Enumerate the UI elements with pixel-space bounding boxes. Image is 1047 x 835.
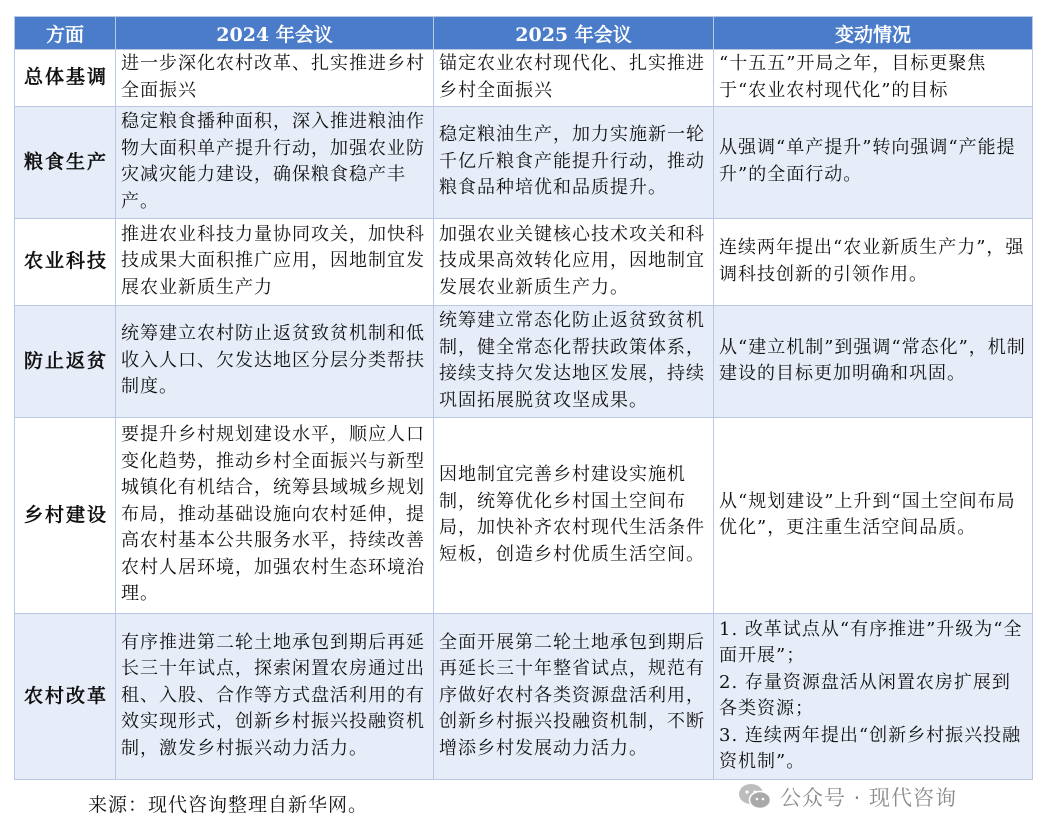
row-aspect: 粮食生产 bbox=[15, 107, 116, 219]
row-change: 从强调“单产提升”转向强调“产能提升”的全面行动。 bbox=[714, 107, 1033, 219]
header-aspect: 方面 bbox=[15, 17, 116, 50]
row-aspect: 农业科技 bbox=[15, 219, 116, 306]
row-2025: 全面开展第二轮土地承包到期后再延长三十年整省试点，规范有序做好农村各类资源盘活利用，创新乡村振兴投融资机制，不断增添乡村发展动力活力。 bbox=[434, 614, 714, 780]
table-row bbox=[15, 50, 1033, 107]
header-change: 变动情况 bbox=[714, 17, 1033, 50]
row-change: 1. 改革试点从“有序推进”升级为“全面开展”； 2. 存量资源盘活从闲置农房扩展到各类资源； 3. 连续两年提出“创新乡村振兴投融资机制”。 bbox=[714, 614, 1033, 780]
comparison-table bbox=[14, 16, 1033, 780]
table-row bbox=[15, 107, 1033, 219]
row-2024: 统筹建立农村防止返贫致贫机制和低收入人口、欠发达地区分层分类帮扶制度。 bbox=[116, 306, 434, 418]
row-2025: 因地制宜完善乡村建设实施机制，统筹优化乡村国土空间布局，加快补齐农村现代生活条件短板，创造乡村优质生活空间。 bbox=[434, 418, 714, 614]
row-aspect: 防止返贫 bbox=[15, 306, 116, 418]
header-2024: 2024 年会议 bbox=[116, 17, 434, 50]
row-2025: 锚定农业农村现代化、扎实推进乡村全面振兴 bbox=[434, 50, 714, 107]
row-change: 连续两年提出“农业新质生产力”，强调科技创新的引领作用。 bbox=[714, 219, 1033, 306]
table-row bbox=[15, 306, 1033, 418]
row-change: 从“建立机制”到强调“常态化”，机制建设的目标更加明确和巩固。 bbox=[714, 306, 1033, 418]
row-aspect: 乡村建设 bbox=[15, 418, 116, 614]
row-change: “十五五”开局之年，目标更聚焦于“农业农村现代化”的目标 bbox=[714, 50, 1033, 107]
table-row bbox=[15, 614, 1033, 780]
header-2025: 2025 年会议 bbox=[434, 17, 714, 50]
table-row bbox=[15, 219, 1033, 306]
row-change: 从“规划建设”上升到“国土空间布局优化”，更注重生活空间品质。 bbox=[714, 418, 1033, 614]
wechat-icon bbox=[738, 782, 772, 812]
table-header-row bbox=[15, 17, 1033, 50]
table-row bbox=[15, 418, 1033, 614]
row-2025: 统筹建立常态化防止返贫致贫机制，健全常态化帮扶政策体系，接续支持欠发达地区发展，持续巩固拓展脱贫攻坚成果。 bbox=[434, 306, 714, 418]
watermark bbox=[738, 782, 957, 812]
row-2024: 稳定粮食播种面积，深入推进粮油作物大面积单产提升行动，加强农业防灾减灾能力建设，确保粮食稳产丰产。 bbox=[116, 107, 434, 219]
row-2024: 推进农业科技力量协同攻关，加快科技成果大面积推广应用，因地制宜发展农业新质生产力 bbox=[116, 219, 434, 306]
row-aspect: 农村改革 bbox=[15, 614, 116, 780]
row-2024: 进一步深化农村改革、扎实推进乡村全面振兴 bbox=[116, 50, 434, 107]
row-2024: 要提升乡村规划建设水平，顺应人口变化趋势，推动乡村全面振兴与新型城镇化有机结合，统筹县域城乡规划布局，推动基础设施向农村延伸，提高农村基本公共服务水平，持续改善农村人居环境，加强农村生态环境治理。 bbox=[116, 418, 434, 614]
watermark-text: 公众号 · 现代咨询 bbox=[780, 786, 958, 810]
row-aspect: 总体基调 bbox=[15, 50, 116, 107]
source-note: 来源：现代咨询整理自新华网。 bbox=[88, 794, 369, 816]
row-2025: 加强农业关键核心技术攻关和科技成果高效转化应用，因地制宜发展农业新质生产力。 bbox=[434, 219, 714, 306]
row-2024: 有序推进第二轮土地承包到期后再延长三十年试点，探索闲置农房通过出租、入股、合作等方式盘活利用的有效实现形式，创新乡村振兴投融资机制，激发乡村振兴动力活力。 bbox=[116, 614, 434, 780]
comparison-table-wrapper bbox=[14, 16, 1032, 780]
row-2025: 稳定粮油生产，加力实施新一轮千亿斤粮食产能提升行动，推动粮食品种培优和品质提升。 bbox=[434, 107, 714, 219]
